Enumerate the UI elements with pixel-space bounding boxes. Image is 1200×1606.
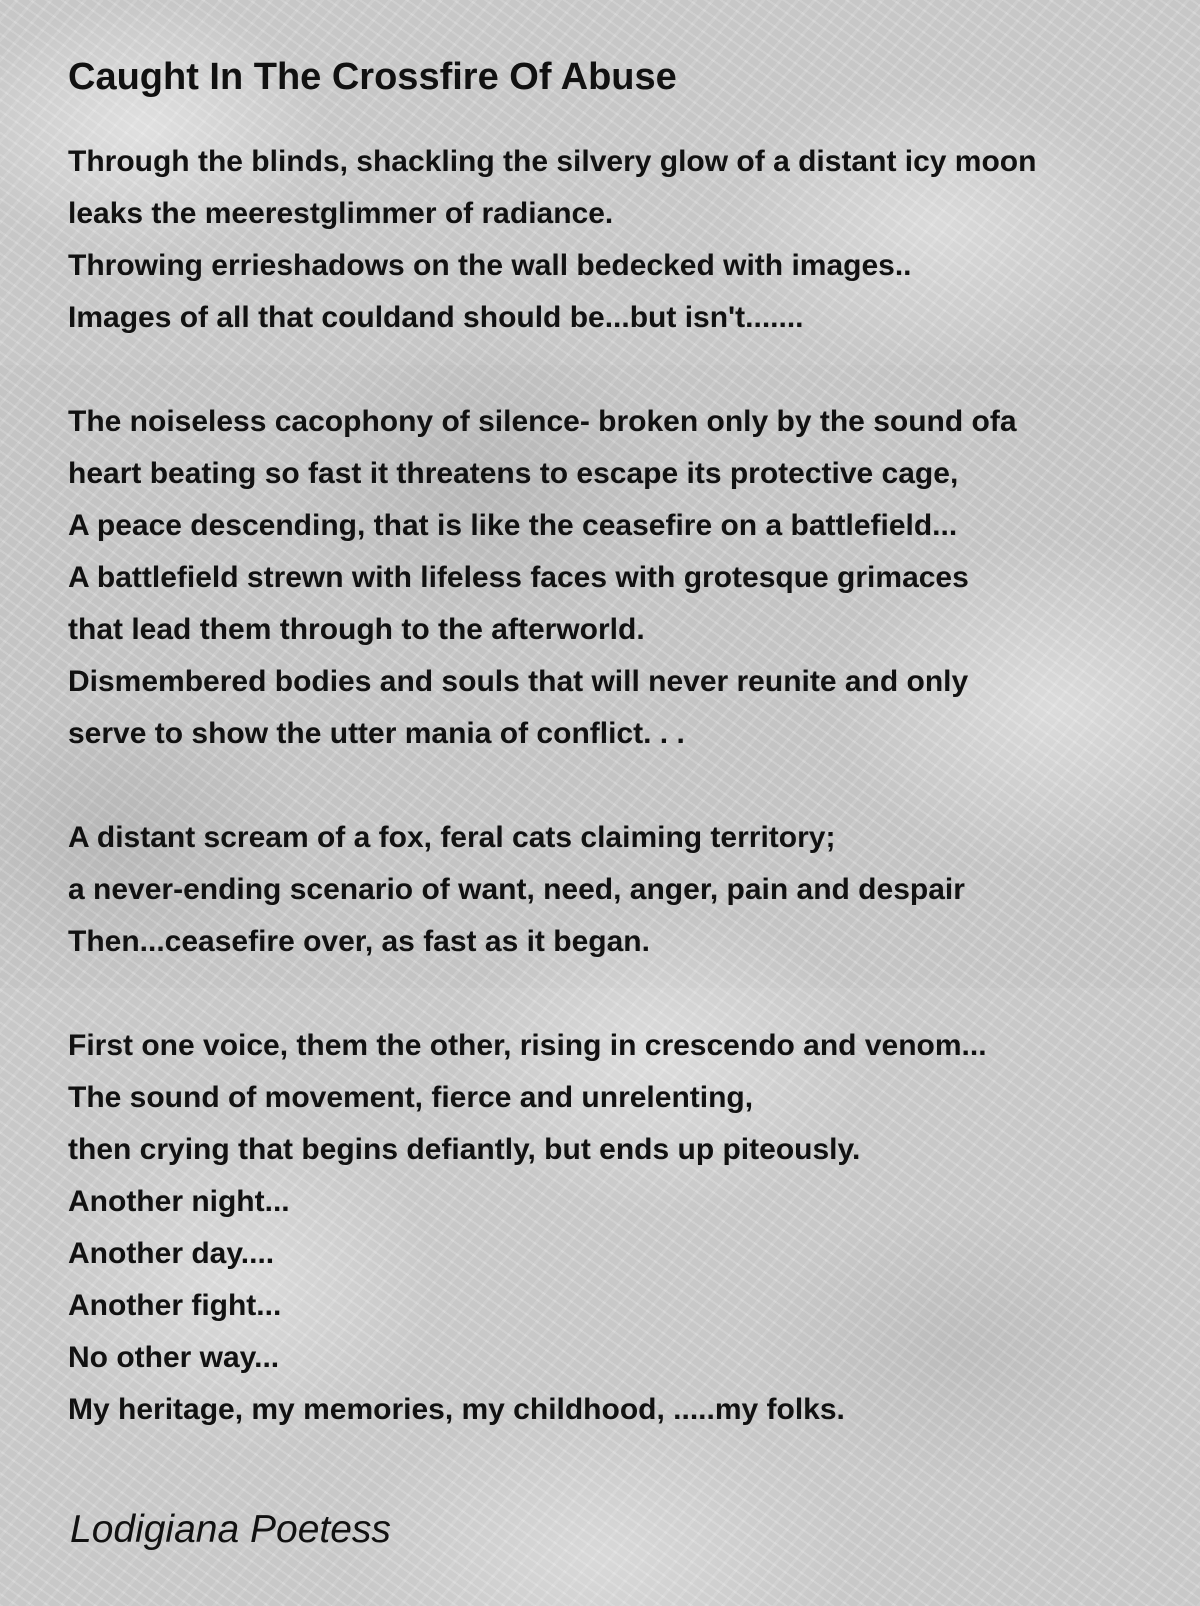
poem-line: that lead them through to the afterworld. bbox=[68, 613, 645, 646]
poem-line: Dismembered bodies and souls that will never reunite and only bbox=[68, 665, 969, 698]
poem-line: A peace descending, that is like the ceasefire on a battlefield... bbox=[68, 509, 958, 542]
poem-line: heart beating so fast it threatens to escape its protective cage, bbox=[68, 457, 959, 490]
stanza-4 bbox=[68, 1020, 1168, 1436]
poem-line: My heritage, my memories, my childhood, .....my folks. bbox=[68, 1393, 845, 1426]
poem-line: serve to show the utter mania of conflict. . . bbox=[68, 717, 685, 750]
poem-line: leaks the meerestglimmer of radiance. bbox=[68, 197, 614, 230]
poem-line: a never-ending scenario of want, need, anger, pain and despair bbox=[68, 873, 965, 906]
poem-line: Then...ceasefire over, as fast as it began. bbox=[68, 925, 650, 958]
poem-line: A distant scream of a fox, feral cats claiming territory; bbox=[68, 821, 836, 854]
poem-line: then crying that begins defiantly, but ends up piteously. bbox=[68, 1133, 861, 1166]
poem-line: Another night... bbox=[68, 1185, 290, 1218]
poem-line: Another day.... bbox=[68, 1237, 275, 1270]
stanza-1 bbox=[68, 136, 1168, 344]
poem-line: A battlefield strewn with lifeless faces with grotesque grimaces bbox=[68, 561, 969, 594]
poem-line: Throwing errieshadows on the wall bedecked with images.. bbox=[68, 249, 912, 282]
poem-line: The noiseless cacophony of silence- broken only by the sound ofa bbox=[68, 405, 1017, 438]
poem-line: Images of all that couldand should be...but isn't....... bbox=[68, 301, 804, 334]
poem-line: Another fight... bbox=[68, 1289, 282, 1322]
poem-line: Through the blinds, shackling the silvery glow of a distant icy moon bbox=[68, 145, 1037, 178]
poem-title: Caught In The Crossfire Of Abuse bbox=[68, 56, 677, 98]
poem-author: Lodigiana Poetess bbox=[70, 1508, 391, 1551]
poem-line: No other way... bbox=[68, 1341, 280, 1374]
poem-line: First one voice, them the other, rising in crescendo and venom... bbox=[68, 1029, 987, 1062]
stanza-2 bbox=[68, 396, 1168, 760]
poem-container bbox=[68, 52, 1168, 1436]
stanza-3 bbox=[68, 812, 1168, 968]
poem-line: The sound of movement, fierce and unrelenting, bbox=[68, 1081, 754, 1114]
